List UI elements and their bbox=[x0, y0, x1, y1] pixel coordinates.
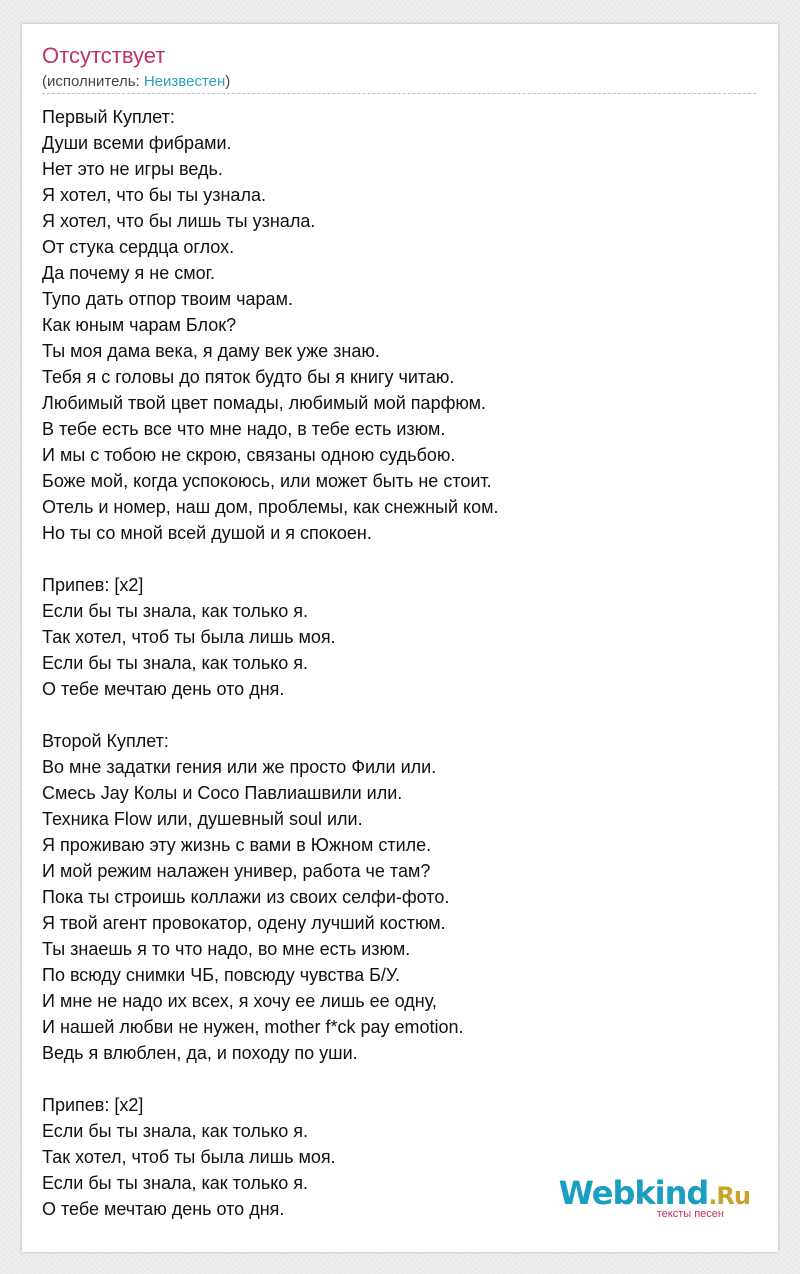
lyric-line: Припев: [x2] bbox=[42, 1095, 144, 1115]
lyric-line: Я хотел, что бы лишь ты узнала. bbox=[42, 211, 316, 231]
logo-tagline: тексты песен bbox=[656, 1208, 724, 1220]
lyric-line: Ты моя дама века, я даму век уже знаю. bbox=[42, 341, 380, 361]
artist-link[interactable]: Неизвестен bbox=[143, 73, 226, 90]
lyric-line: Я хотел, что бы ты узнала. bbox=[42, 185, 266, 205]
lyric-line: Ты знаешь я то что надо, во мне есть изюм. bbox=[42, 939, 411, 959]
lyric-line: Первый Куплет: bbox=[42, 107, 175, 127]
lyric-line: Во мне задатки гения или же просто Фили или. bbox=[42, 757, 437, 777]
lyric-line: Отель и номер, наш дом, проблемы, как снежный ком. bbox=[42, 497, 499, 517]
lyric-line: Я твой агент провокатор, одену лучший костюм. bbox=[42, 913, 446, 933]
lyric-blank-line bbox=[42, 702, 756, 728]
lyric-line: По всюду снимки ЧБ, повсюду чувства Б/У. bbox=[42, 965, 400, 985]
lyric-blank-line bbox=[42, 546, 756, 572]
logo-name: Webkind bbox=[558, 1174, 709, 1212]
lyric-line: О тебе мечтаю день ото дня. bbox=[42, 679, 285, 699]
lyric-line: Любимый твой цвет помады, любимый мой парфюм. bbox=[42, 393, 487, 413]
lyric-line: Нет это не игры ведь. bbox=[42, 159, 223, 179]
artist-suffix: ) bbox=[225, 73, 231, 90]
lyric-line: Пока ты строишь коллажи из своих селфи-фото. bbox=[42, 887, 450, 907]
webkind-logo[interactable] bbox=[560, 1174, 750, 1224]
lyric-line: Души всеми фибрами. bbox=[42, 133, 232, 153]
lyric-line: Второй Куплет: bbox=[42, 731, 169, 751]
lyric-line: Боже мой, когда успокоюсь, или может быть не стоит. bbox=[42, 471, 492, 491]
lyric-line: Да почему я не смог. bbox=[42, 263, 215, 283]
lyric-line: Ведь я влюблен, да, и походу по уши. bbox=[42, 1043, 358, 1063]
lyric-blank-line bbox=[42, 1066, 756, 1092]
lyric-line: И нашей любви не нужен, mother f*ck pay emotion. bbox=[42, 1017, 464, 1037]
artist-line bbox=[42, 73, 230, 91]
lyric-line: О тебе мечтаю день ото дня. bbox=[42, 1199, 285, 1219]
song-title: Отсутствует bbox=[42, 43, 166, 68]
lyrics-text bbox=[42, 104, 756, 1222]
lyric-line: Если бы ты знала, как только я. bbox=[42, 653, 309, 673]
lyric-line: Тупо дать отпор твоим чарам. bbox=[42, 289, 293, 309]
lyric-line: Смесь Jay Колы и Coco Павлиашвили или. bbox=[42, 783, 403, 803]
lyric-line: Тебя я с головы до пяток будто бы я книгу читаю. bbox=[42, 367, 455, 387]
lyric-line: Так хотел, чтоб ты была лишь моя. bbox=[42, 1147, 336, 1167]
lyric-line: Как юным чарам Блок? bbox=[42, 315, 237, 335]
lyric-line: И мне не надо их всех, я хочу ее лишь ее одну, bbox=[42, 991, 437, 1011]
lyric-line: Припев: [x2] bbox=[42, 575, 144, 595]
lyric-line: Я проживаю эту жизнь с вами в Южном стиле. bbox=[42, 835, 432, 855]
lyric-line: И мы с тобою не скрою, связаны одною судьбою. bbox=[42, 445, 456, 465]
lyrics-card bbox=[22, 24, 778, 1252]
lyric-line: В тебе есть все что мне надо, в тебе есть изюм. bbox=[42, 419, 446, 439]
lyric-line: Но ты со мной всей душой и я спокоен. bbox=[42, 523, 372, 543]
lyric-line: Если бы ты знала, как только я. bbox=[42, 1121, 309, 1141]
title-divider bbox=[42, 93, 756, 94]
lyric-line: От стука сердца оглох. bbox=[42, 237, 235, 257]
lyric-line: Техника Flow или, душевный soul или. bbox=[42, 809, 363, 829]
lyric-line: Так хотел, чтоб ты была лишь моя. bbox=[42, 627, 336, 647]
artist-prefix: (исполнитель: bbox=[42, 73, 144, 90]
lyric-line: Если бы ты знала, как только я. bbox=[42, 601, 309, 621]
lyric-line: Если бы ты знала, как только я. bbox=[42, 1173, 309, 1193]
logo-domain: .Ru bbox=[708, 1182, 750, 1210]
lyric-line: И мой режим налажен универ, работа че там? bbox=[42, 861, 431, 881]
